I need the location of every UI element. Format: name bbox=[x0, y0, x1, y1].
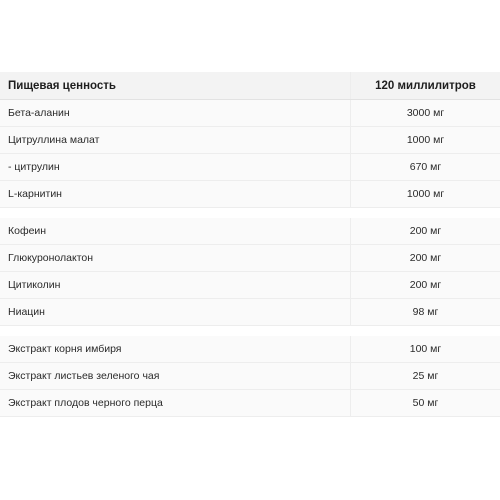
table-row bbox=[0, 272, 500, 299]
table-row bbox=[0, 154, 500, 181]
table-row bbox=[0, 218, 500, 245]
nutrition-table bbox=[0, 72, 500, 417]
table-row bbox=[0, 299, 500, 326]
table-row bbox=[0, 245, 500, 272]
table-row bbox=[0, 100, 500, 127]
ingredient-name: Экстракт плодов черного перца bbox=[0, 390, 351, 416]
ingredient-amount: 200 мг bbox=[409, 279, 442, 291]
ingredient-amount: 1000 мг bbox=[406, 134, 445, 146]
ingredient-name: Экстракт корня имбиря bbox=[0, 336, 351, 362]
group-separator bbox=[0, 326, 500, 336]
ingredient-amount: 200 мг bbox=[409, 225, 442, 237]
ingredient-name: Цитиколин bbox=[0, 272, 351, 298]
ingredient-name: Ниацин bbox=[0, 299, 351, 325]
ingredient-name: Кофеин bbox=[0, 218, 351, 244]
table-row bbox=[0, 363, 500, 390]
ingredient-name: Экстракт листьев зеленого чая bbox=[0, 363, 351, 389]
ingredient-amount: 670 мг bbox=[409, 161, 442, 173]
ingredient-amount: 25 мг bbox=[412, 370, 439, 382]
ingredient-amount: 98 мг bbox=[412, 306, 439, 318]
ingredient-amount: 200 мг bbox=[409, 252, 442, 264]
table-header-row bbox=[0, 72, 500, 100]
ingredient-name: - цитрулин bbox=[0, 154, 351, 180]
ingredient-name: Глюкуронолактон bbox=[0, 245, 351, 271]
ingredient-name: L-карнитин bbox=[0, 181, 351, 207]
header-value-cell: 120 миллилитров bbox=[375, 79, 476, 92]
ingredient-amount: 50 мг bbox=[412, 397, 439, 409]
ingredient-name: Цитруллина малат bbox=[0, 127, 351, 153]
ingredient-name: Бета-аланин bbox=[0, 100, 351, 126]
table-row bbox=[0, 127, 500, 154]
header-name-cell: Пищевая ценность bbox=[0, 72, 351, 99]
table-row bbox=[0, 390, 500, 417]
table-row bbox=[0, 181, 500, 208]
ingredient-amount: 100 мг bbox=[409, 343, 442, 355]
table-row bbox=[0, 336, 500, 363]
ingredient-amount: 1000 мг bbox=[406, 188, 445, 200]
group-separator bbox=[0, 208, 500, 218]
ingredient-amount: 3000 мг bbox=[406, 107, 445, 119]
